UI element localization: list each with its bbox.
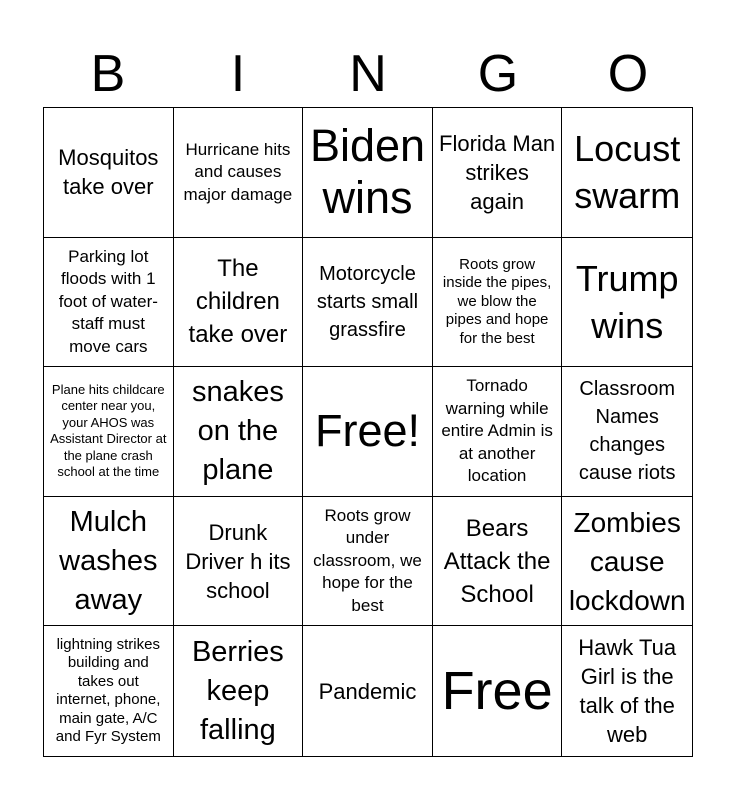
bingo-cell-text: Drunk Driver h its school	[185, 519, 291, 603]
bingo-cell-text: Roots grow inside the pipes, we blow the pipes and hope for the best	[442, 255, 552, 347]
bingo-cell[interactable]	[174, 367, 304, 497]
bingo-cell-text: lightning strikes building and takes out internet, phone, main gate, A/C and Fyr System	[55, 635, 161, 746]
bingo-cell-text: Classroom Names changes cause riots	[578, 378, 676, 485]
bingo-cell[interactable]	[433, 497, 563, 627]
header-letter-i: I	[230, 45, 246, 103]
header-letter-g: G	[477, 45, 519, 103]
bingo-cell-text: Mulch washes away	[59, 505, 158, 616]
bingo-cell[interactable]	[44, 497, 174, 627]
bingo-cell-text: Trump wins	[575, 257, 679, 346]
bingo-cell[interactable]	[433, 108, 563, 238]
bingo-cell-text: Florida Man strikes again	[439, 130, 556, 214]
bingo-cell[interactable]	[174, 497, 304, 627]
bingo-cell-text: Zombies cause lockdown	[568, 506, 686, 616]
bingo-cell-text: snakes on the plane	[191, 375, 284, 486]
bingo-cell-text: Locust swarm	[574, 128, 681, 217]
bingo-cell[interactable]	[433, 367, 563, 497]
bingo-cell-text: Berries keep falling	[191, 635, 284, 746]
bingo-cell-text: Parking lot floods with 1 foot of water- staff must move cars	[58, 246, 158, 356]
bingo-cell[interactable]	[562, 367, 692, 497]
bingo-cell-text: Pandemic	[318, 678, 417, 704]
bingo-cell[interactable]	[174, 238, 304, 368]
bingo-cell[interactable]	[433, 238, 563, 368]
bingo-cell-text: Bears Attack the School	[443, 514, 551, 608]
bingo-cell-text: Free	[441, 661, 553, 722]
header-letter-n: N	[349, 45, 387, 103]
bingo-cell-text: Motorcycle starts small grassfire	[316, 262, 419, 341]
bingo-cell[interactable]	[303, 238, 433, 368]
free-space-cell[interactable]	[303, 367, 433, 497]
bingo-cell[interactable]	[303, 626, 433, 756]
bingo-cell-text: Plane hits childcare center near you, your AHOS was Assistant Director at the plane crash school at the time	[50, 381, 167, 480]
bingo-cell[interactable]	[562, 626, 692, 756]
bingo-cell-text: Hurricane hits and causes major damage	[183, 139, 293, 204]
bingo-cell[interactable]	[562, 238, 692, 368]
bingo-cell-text: Roots grow under classroom, we hope for the best	[313, 505, 422, 615]
bingo-cell[interactable]	[562, 497, 692, 627]
bingo-cell[interactable]	[44, 367, 174, 497]
bingo-cell[interactable]	[562, 108, 692, 238]
bingo-cell-text: The children take over	[188, 255, 288, 349]
bingo-cell[interactable]	[174, 108, 304, 238]
bingo-cell[interactable]	[44, 238, 174, 368]
free-space-cell[interactable]	[433, 626, 563, 756]
bingo-card-grid	[43, 107, 693, 757]
bingo-cell-text: Free!	[314, 405, 420, 457]
bingo-cell-text: Hawk Tua Girl is the talk of the web	[578, 635, 677, 748]
bingo-cell[interactable]	[303, 497, 433, 627]
bingo-cell[interactable]	[303, 108, 433, 238]
header-letter-o: O	[607, 45, 649, 103]
bingo-cell-text: Biden wins	[309, 120, 426, 224]
header-letter-b: B	[90, 45, 126, 103]
bingo-header	[43, 40, 693, 108]
bingo-cell-text: Tornado warning while entire Admin is at another location	[441, 376, 553, 486]
bingo-cell[interactable]	[44, 108, 174, 238]
bingo-cell-text: Mosquitos take over	[58, 145, 159, 200]
bingo-cell[interactable]	[174, 626, 304, 756]
bingo-cell[interactable]	[44, 626, 174, 756]
